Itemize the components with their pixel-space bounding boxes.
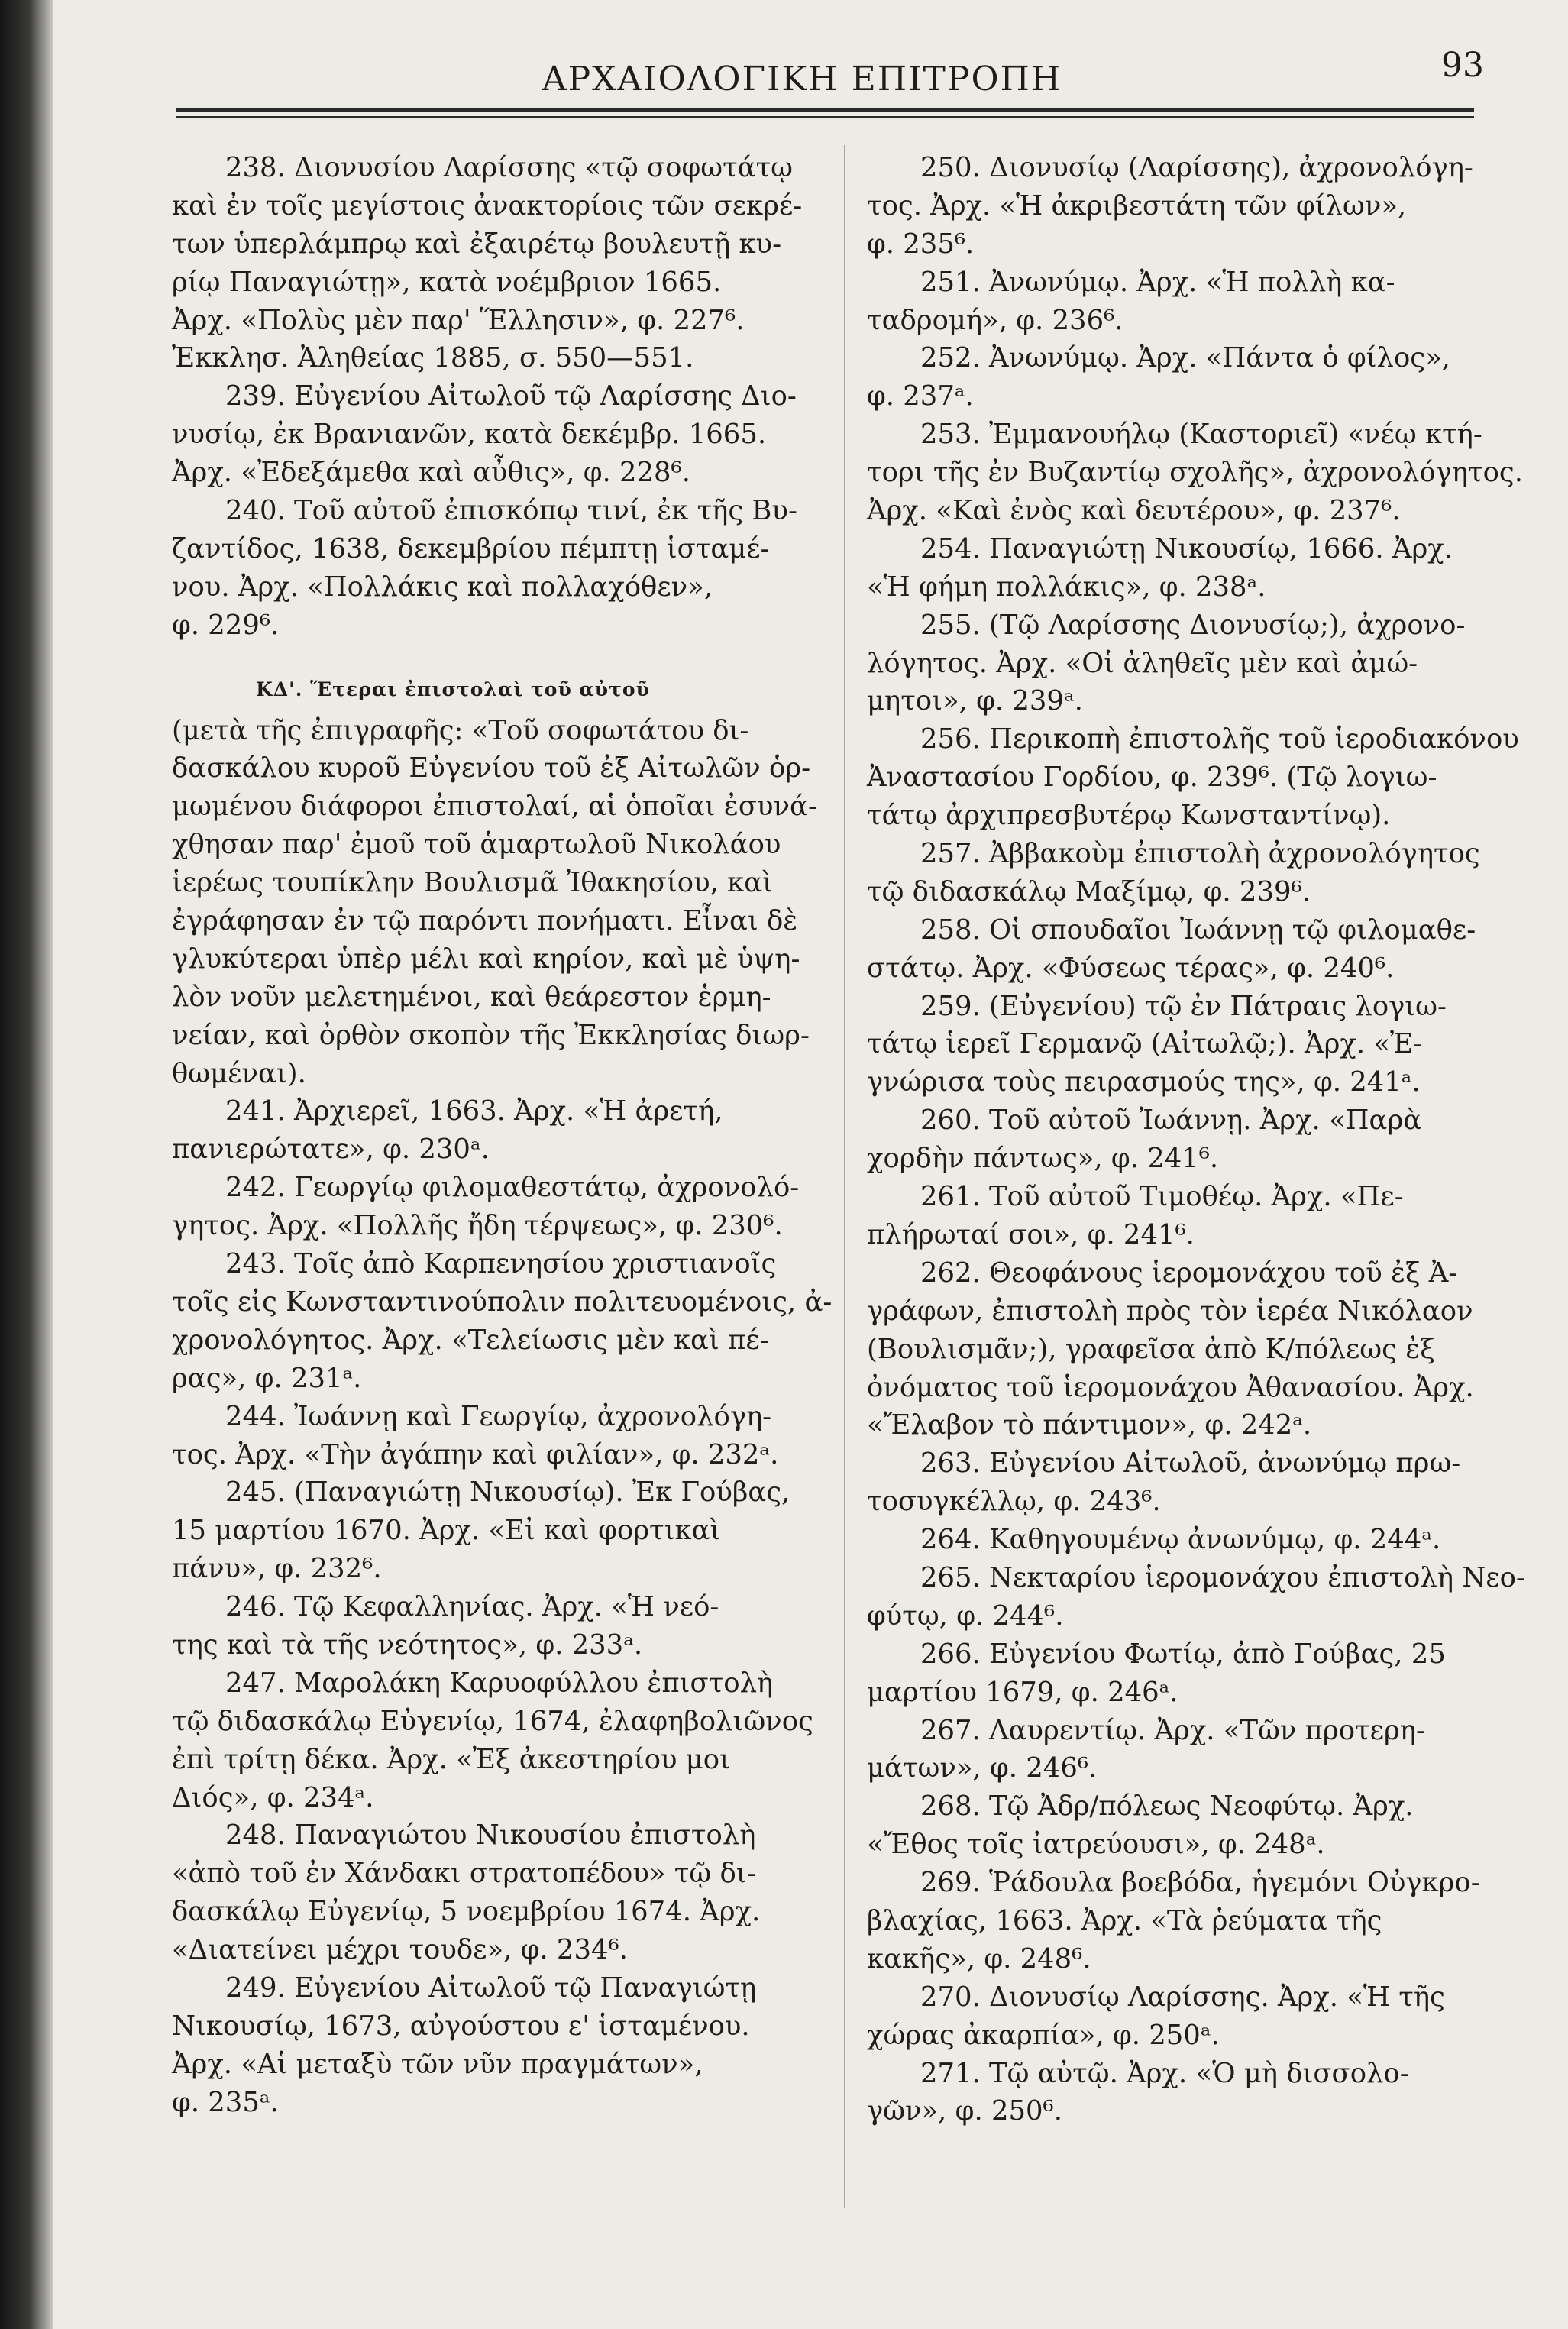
left-entries-lower — [172, 712, 832, 2122]
text-line: 261. Τοῦ αὐτοῦ Τιμοθέῳ. Ἀρχ. «Πε- — [920, 1181, 1404, 1213]
text-line: 252. Ἀνωνύμῳ. Ἀρχ. «Πάντα ὁ φίλος», — [920, 342, 1451, 374]
text-line: μαρτίου 1679, φ. 246ᵃ. — [867, 1676, 1178, 1708]
spacer — [172, 645, 825, 668]
text-line: γνώρισα τοὺς πειρασμούς της», φ. 241ᵃ. — [867, 1066, 1421, 1098]
text-line: «Ἔλαβον τὸ πάντιμον», φ. 242ᵃ. — [867, 1409, 1312, 1441]
right-entries — [867, 149, 1525, 2130]
text-line: ρας», φ. 231ᵃ. — [172, 1362, 362, 1394]
text-line: 239. Εὐγενίου Αἰτωλοῦ τῷ Λαρίσσης Διο- — [225, 380, 797, 412]
text-line: φ. 235ᵃ. — [172, 2086, 279, 2118]
text-line: Ἀρχ. «Αἱ μεταξὺ τῶν νῦν πραγμάτων», — [172, 2048, 703, 2080]
text-line: γράφων, ἐπιστολὴ πρὸς τὸν ἱερέα Νικόλαον — [867, 1295, 1473, 1327]
text-line: λόγητος. Ἀρχ. «Οἱ ἀληθεῖς μὲν καὶ ἀμώ- — [867, 647, 1418, 679]
text-line: 258. Οἱ σπουδαῖοι Ἰωάννῃ τῷ φιλομαθε- — [920, 914, 1476, 946]
text-line: (μετὰ τῆς ἐπιγραφῆς: «Τοῦ σοφωτάτου δι- — [172, 714, 749, 746]
text-line: των ὑπερλάμπρῳ καὶ ἐξαιρέτῳ βουλευτῇ κυ- — [172, 228, 782, 260]
text-line: «Ἔθος τοῖς ἰατρεύουσι», φ. 248ᵃ. — [867, 1829, 1325, 1861]
text-line: βλαχίας, 1663. Ἀρχ. «Τὰ ῥεύματα τῆς — [867, 1904, 1382, 1936]
text-line: τοῖς εἰς Κωνσταντινούπολιν πολιτευομένοις, ἀ- — [172, 1286, 832, 1318]
header-rule — [176, 108, 1474, 112]
text-line: γῶν», φ. 250⁶. — [867, 2095, 1062, 2127]
text-line: 240. Τοῦ αὐτοῦ ἐπισκόπῳ τινί, ἐκ τῆς Βυ- — [225, 495, 797, 527]
text-line: τος. Ἀρχ. «Τὴν ἀγάπην καὶ φιλίαν», φ. 232ᵃ. — [172, 1438, 779, 1470]
text-line: τάτῳ ἀρχιπρεσβυτέρῳ Κωνσταντίνῳ). — [867, 800, 1391, 832]
text-line: ὀνόματος τοῦ ἱερομονάχου Ἀθανασίου. Ἀρχ. — [867, 1371, 1474, 1403]
text-line: 257. Ἀββακοὺμ ἐπιστολὴ ἀχρονολόγητος — [920, 838, 1480, 870]
text-line: τάτῳ ἱερεῖ Γερμανῷ (Αἰτωλῷ;). Ἀρχ. «Ἐ- — [867, 1028, 1423, 1060]
text-line: 263. Εὐγενίου Αἰτωλοῦ, ἀνωνύμῳ πρω- — [920, 1448, 1461, 1480]
text-line: 266. Εὐγενίου Φωτίῳ, ἀπὸ Γούβας, 25 — [920, 1638, 1446, 1670]
text-line: 245. (Παναγιώτῃ Νικουσίῳ). Ἐκ Γούβας, — [225, 1477, 790, 1509]
text-line: κακῆς», φ. 248⁶. — [867, 1942, 1091, 1975]
text-line: 241. Ἀρχιερεῖ, 1663. Ἀρχ. «Ἡ ἀρετή, — [225, 1095, 723, 1127]
text-line: χρονολόγητος. Ἀρχ. «Τελείωσις μὲν καὶ πέ- — [172, 1324, 769, 1356]
text-line: 248. Παναγιώτου Νικουσίου ἐπιστολὴ — [225, 1820, 756, 1852]
text-line: 271. Τῷ αὐτῷ. Ἀρχ. «Ὁ μὴ δισσολο- — [920, 2057, 1409, 2089]
text-line: πανιερώτατε», φ. 230ᵃ. — [172, 1134, 490, 1166]
running-head: ΑΡΧΑΙΟΛΟΓΙΚΗ ΕΠΙΤΡΟΠΗ — [542, 60, 1062, 99]
text-line: γητος. Ἀρχ. «Πολλῆς ἤδη τέρψεως», φ. 230⁶. — [172, 1210, 783, 1242]
text-line: 264. Καθηγουμένῳ ἀνωνύμῳ, φ. 244ᵃ. — [920, 1524, 1441, 1556]
text-line: 243. Τοῖς ἀπὸ Καρπενησίου χριστιανοῖς — [225, 1248, 777, 1280]
text-line: 15 μαρτίου 1670. Ἀρχ. «Εἰ καὶ φορτικαὶ — [172, 1515, 721, 1547]
left-column — [172, 149, 832, 2122]
text-line: μητοι», φ. 239ᵃ. — [867, 685, 1083, 717]
text-line: Νικουσίῳ, 1673, αὐγούστου ε' ἱσταμένου. — [172, 2010, 750, 2042]
text-line: πάνυ», φ. 232⁶. — [172, 1553, 382, 1585]
text-line: Διός», φ. 234ᵃ. — [172, 1781, 374, 1813]
text-line: Ἀρχ. «Ἐδεξάμεθα καὶ αὖθις», φ. 228⁶. — [172, 457, 690, 489]
text-line: (Βουλισμᾶν;), γραφεῖσα ἀπὸ Κ/πόλεως ἐξ — [867, 1333, 1435, 1365]
text-line: ρίῳ Παναγιώτῃ», κατὰ νοέμβριον 1665. — [172, 266, 722, 298]
column-divider — [844, 145, 845, 2208]
text-line: της καὶ τὰ τῆς νεότητος», φ. 233ᵃ. — [172, 1629, 643, 1661]
text-line: Ἀρχ. «Πολὺς μὲν παρ' Ἕλλησιν», φ. 227⁶. — [172, 304, 745, 336]
text-line: νυσίῳ, ἐκ Βρανιανῶν, κατὰ δεκέμβρ. 1665. — [172, 419, 767, 451]
text-line: 247. Μαρολάκη Καρυοφύλλου ἐπιστολὴ — [225, 1667, 774, 1699]
text-line: 265. Νεκταρίου ἱερομονάχου ἐπιστολὴ Νεο- — [920, 1561, 1525, 1593]
text-line: 249. Εὐγενίου Αἰτωλοῦ τῷ Παναγιώτῃ — [225, 1972, 757, 2004]
text-line: 254. Παναγιώτῃ Νικουσίῳ, 1666. Ἀρχ. — [920, 532, 1453, 564]
page-number: 93 — [1441, 46, 1484, 85]
text-line: 268. Τῷ Ἀδρ/πόλεως Νεοφύτῳ. Ἀρχ. — [920, 1790, 1414, 1823]
text-line: πλήρωταί σοι», φ. 241⁶. — [867, 1218, 1195, 1250]
book-binding-shadow — [0, 0, 53, 2329]
text-line: 262. Θεοφάνους ἱερομονάχου τοῦ ἐξ Ἀ- — [920, 1257, 1458, 1289]
text-line: λὸν νοῦν μελετημένοι, καὶ θεάρεστον ἑρμη- — [172, 981, 771, 1013]
text-line: ταδρομή», φ. 236⁶. — [867, 304, 1123, 336]
text-line: 259. (Εὐγενίου) τῷ ἐν Πάτραις λογιω- — [920, 990, 1447, 1022]
text-line: θωμέναι). — [172, 1057, 306, 1089]
text-line: τος. Ἀρχ. «Ἡ ἀκριβεστάτη τῶν φίλων», — [867, 189, 1407, 222]
text-line: 242. Γεωργίῳ φιλομαθεστάτῳ, ἀχρονολό- — [225, 1172, 800, 1204]
text-line: τῷ διδασκάλῳ Μαξίμῳ, φ. 239⁶. — [867, 875, 1311, 907]
text-line: ζαντίδος, 1638, δεκεμβρίου πέμπτῃ ἱσταμέ- — [172, 532, 770, 564]
text-line: «Διατείνει μέχρι τουδε», φ. 234⁶. — [172, 1934, 628, 1966]
text-line: 250. Διονυσίῳ (Λαρίσσης), ἀχρονολόγη- — [920, 152, 1473, 183]
left-entries-upper — [172, 149, 825, 645]
text-line: χώρας ἀκαρπία», φ. 250ᵃ. — [867, 2019, 1220, 2051]
text-line: φ. 237ᵃ. — [867, 380, 974, 412]
text-line: δασκάλῳ Εὐγενίῳ, 5 νοεμβρίου 1674. Ἀρχ. — [172, 1896, 761, 1928]
text-line: Ἐκκλησ. Ἀληθείας 1885, σ. 550—551. — [172, 342, 694, 374]
right-column — [867, 149, 1525, 2130]
text-line: μωμένου διάφοροι ἐπιστολαί, αἱ ὁποῖαι ἐσυνά- — [172, 791, 817, 823]
section-heading: ΚΔ'. Ἕτεραι ἐπιστολαὶ τοῦ αὐτοῦ — [256, 678, 650, 700]
text-line: Ἀρχ. «Καὶ ἐνὸς καὶ δευτέρου», φ. 237⁶. — [867, 495, 1401, 527]
text-line: γλυκύτεραι ὑπὲρ μέλι καὶ κηρίον, καὶ μὲ ὑψη- — [172, 943, 800, 975]
text-line: «ἀπὸ τοῦ ἐν Χάνδακι στρατοπέδου» τῷ δι- — [172, 1858, 756, 1890]
text-line: Ἀναστασίου Γορδίου, φ. 239⁶. (Τῷ λογιω- — [867, 762, 1437, 794]
text-line: ἐγράφησαν ἐν τῷ παρόντι πονήματι. Εἶναι δὲ — [172, 905, 798, 937]
text-line: τορι τῆς ἐν Βυζαντίῳ σχολῆς», ἀχρονολόγητος. — [867, 457, 1523, 489]
text-line: 246. Τῷ Κεφαλληνίας. Ἀρχ. «Ἡ νεό- — [225, 1591, 719, 1623]
text-line: «Ἡ φήμη πολλάκις», φ. 238ᵃ. — [867, 571, 1266, 603]
text-line: ἐπὶ τρίτῃ δέκα. Ἀρχ. «Ἐξ ἀκεστηρίου μοι — [172, 1743, 730, 1775]
text-line: τοσυγκέλλῳ, φ. 243⁶. — [867, 1486, 1161, 1518]
text-line: 238. Διονυσίου Λαρίσσης «τῷ σοφωτάτῳ — [225, 152, 794, 183]
text-line: 255. (Τῷ Λαρίσσης Διονυσίῳ;), ἀχρονο- — [920, 609, 1466, 641]
header-rule-thin — [176, 116, 1474, 118]
text-line: φ. 229⁶. — [172, 609, 280, 641]
text-line: 267. Λαυρεντίῳ. Ἀρχ. «Τῶν προτερη- — [920, 1714, 1425, 1746]
text-line: μάτων», φ. 246⁶. — [867, 1752, 1098, 1784]
text-line: νου. Ἀρχ. «Πολλάκις καὶ πολλαχόθεν», — [172, 571, 713, 603]
text-line: χορδὴν πάντως», φ. 241⁶. — [867, 1143, 1219, 1175]
text-line: φύτῳ, φ. 244⁶. — [867, 1600, 1064, 1632]
text-line: 253. Ἐμμανουήλῳ (Καστοριεῖ) «νέῳ κτή- — [920, 419, 1482, 451]
text-line: νείαν, καὶ ὀρθὸν σκοπὸν τῆς Ἐκκλησίας διωρ- — [172, 1019, 810, 1051]
text-line: 251. Ἀνωνύμῳ. Ἀρχ. «Ἡ πολλὴ κα- — [920, 266, 1395, 298]
text-line: χθησαν παρ' ἐμοῦ τοῦ ἁμαρτωλοῦ Νικολάου — [172, 829, 781, 861]
text-line: φ. 235⁶. — [867, 228, 975, 260]
text-line: τῷ διδασκάλῳ Εὐγενίῳ, 1674, ἐλαφηβολιῶνος — [172, 1705, 813, 1737]
text-line: στάτῳ. Ἀρχ. «Φύσεως τέρας», φ. 240⁶. — [867, 952, 1395, 984]
text-line: 244. Ἰωάννῃ καὶ Γεωργίῳ, ἀχρονολόγη- — [225, 1400, 772, 1432]
text-line: 269. Ῥάδουλα βοεβόδα, ἡγεμόνι Οὐγκρο- — [920, 1867, 1480, 1899]
text-line: 256. Περικοπὴ ἐπιστολῆς τοῦ ἱεροδιακόνου — [920, 723, 1519, 755]
text-line: δασκάλου κυροῦ Εὐγενίου τοῦ ἐξ Αἰτωλῶν ὁρ- — [172, 752, 811, 784]
text-line: ἱερέως τουπίκλην Βουλισμᾶ Ἰθακησίου, καὶ — [172, 867, 773, 899]
text-line: 270. Διονυσίῳ Λαρίσσης. Ἀρχ. «Ἡ τῆς — [920, 1981, 1445, 2013]
text-line: 260. Τοῦ αὐτοῦ Ἰωάννῃ. Ἀρχ. «Παρὰ — [920, 1105, 1422, 1137]
text-line: καὶ ἐν τοῖς μεγίστοις ἀνακτορίοις τῶν σεκρέ- — [172, 189, 803, 222]
